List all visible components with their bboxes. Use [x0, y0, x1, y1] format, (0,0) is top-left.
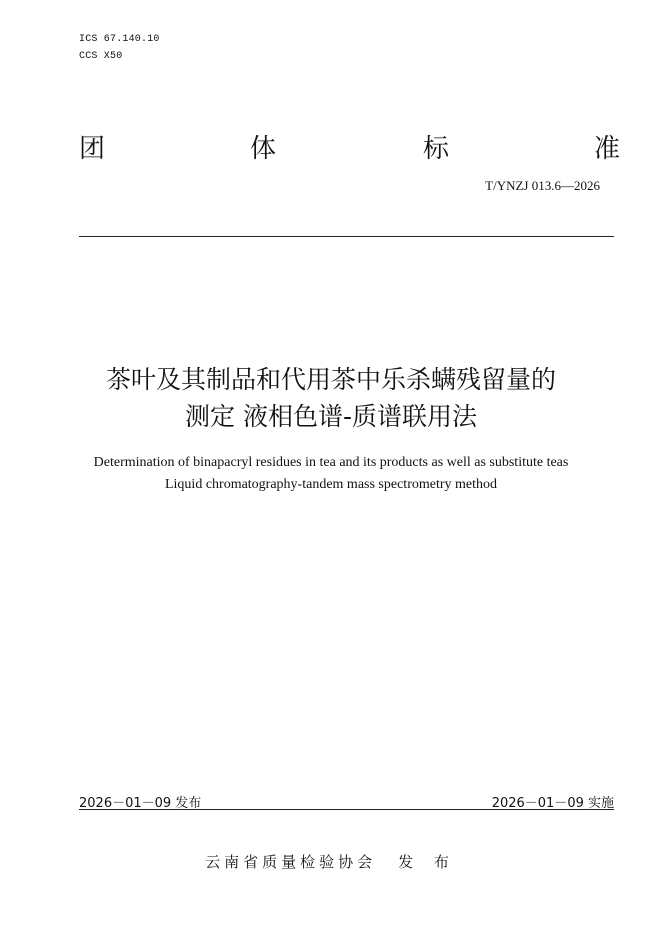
top-divider — [79, 236, 614, 237]
implementation-date: 2026－01－09 实施 — [491, 796, 614, 811]
ccs-code: CCS X50 — [79, 51, 123, 62]
bottom-divider — [79, 809, 614, 810]
category-char: 标 — [423, 134, 450, 164]
category-char: 团 — [79, 134, 106, 164]
publisher-name: 云南省质量检验协会 — [205, 853, 377, 871]
title-cn-line-2: 测定 液相色谱-质谱联用法 — [185, 402, 477, 431]
issue-date: 2026－01－09 发布 — [79, 796, 202, 811]
category-char: 体 — [250, 134, 277, 164]
standard-category — [79, 128, 619, 162]
title-en-line-1: Determination of binapacryl residues in tea and its products as well as substitute teas — [93, 455, 569, 470]
category-char: 准 — [594, 134, 621, 164]
publisher-line — [0, 851, 662, 872]
standard-number: T/YNZJ 013.6—2026 — [485, 178, 600, 193]
publish-label: 发 布 — [398, 853, 457, 871]
ics-code: ICS 67.140.10 — [79, 34, 160, 45]
title-en-line-2: Liquid chromatography-tandem mass spectrometry method — [164, 477, 498, 492]
title-cn-line-1: 茶叶及其制品和代用茶中乐杀螨残留量的 — [105, 365, 556, 394]
